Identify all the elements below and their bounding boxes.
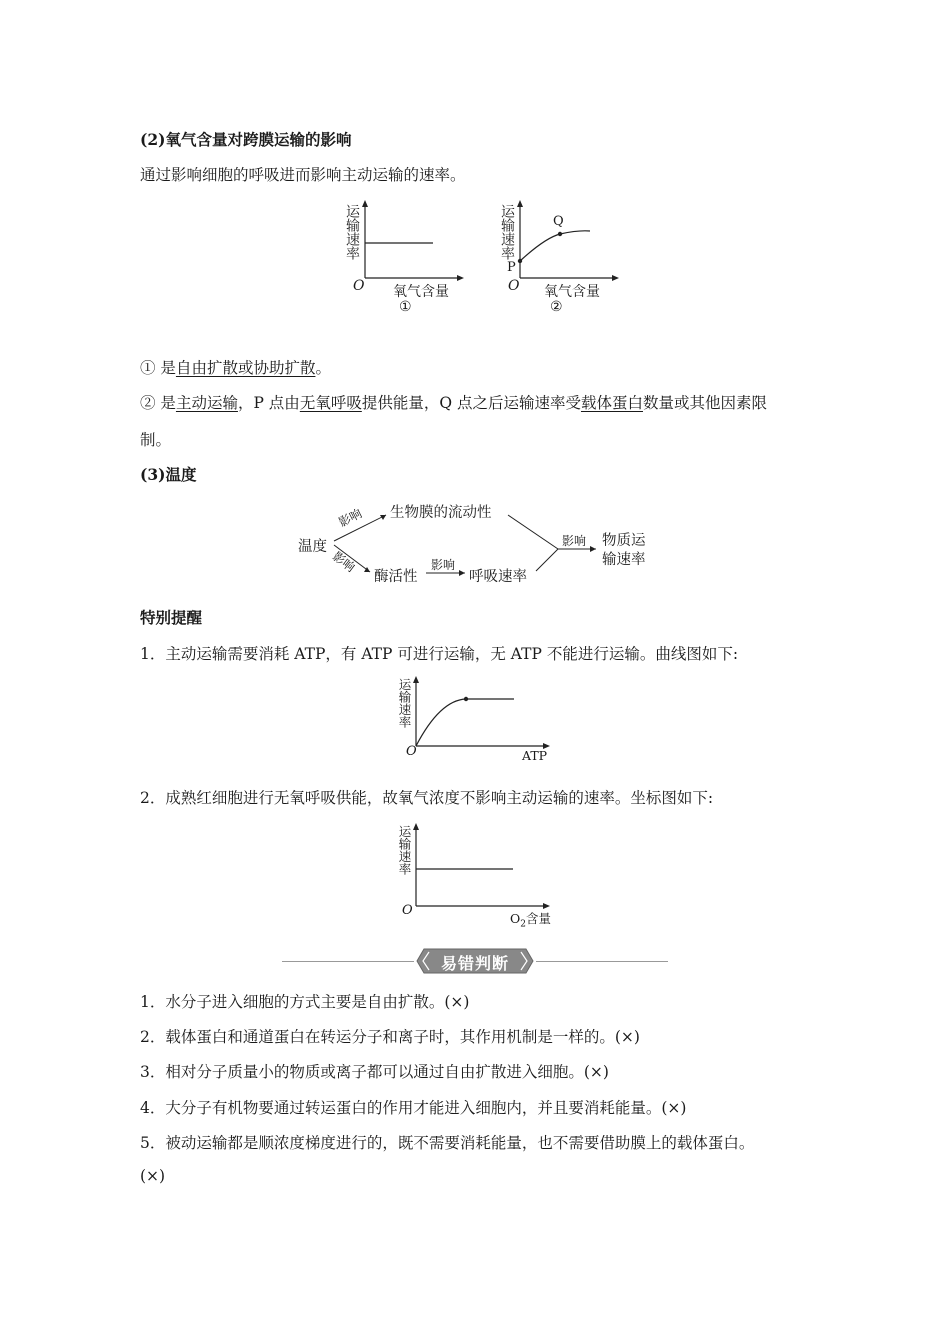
temperature-diagram	[290, 495, 670, 590]
banner-rule-right	[536, 961, 668, 962]
graph4-origin: O	[402, 903, 413, 918]
error-item-3: 3．相对分子质量小的物质或离子都可以通过自由扩散进入细胞。(×)	[140, 1063, 609, 1081]
section-heading-oxygen: (2)氧气含量对跨膜运输的影响	[140, 130, 352, 149]
graph2-x-label: 氧气含量	[544, 284, 600, 300]
text: O	[510, 911, 521, 926]
node-respiration-rate: 呼吸速率	[469, 569, 527, 585]
node-transport-rate	[602, 532, 646, 570]
affect-label-4: 影响	[562, 534, 587, 548]
graph2-y-label: 运输速率	[499, 204, 515, 260]
affect-label-1: 影响	[336, 506, 365, 530]
text: 提供能量，Q 点之后运输速率受	[361, 394, 581, 412]
answer-blank: 无氧呼吸	[299, 394, 362, 412]
graph1-x-label: 氧气含量	[393, 284, 449, 300]
graph1-y-label: 运输速率	[344, 204, 360, 260]
answer-blank: 主动运输	[175, 394, 238, 412]
graph2-q-label: Q	[553, 214, 564, 229]
graph4-x-label	[510, 909, 551, 930]
graph1-origin: O	[353, 278, 365, 294]
text: 。	[315, 359, 331, 377]
intro-text: 通过影响细胞的呼吸进而影响主动运输的速率。	[140, 166, 466, 184]
text: 数量或其他因素限	[642, 394, 767, 412]
text: 2	[520, 919, 526, 930]
affect-label-3: 影响	[431, 558, 456, 572]
tips-heading: 特别提醒	[140, 608, 203, 627]
error-item-5: 5．被动运输都是顺浓度梯度进行的，既不需要消耗能量，也不需要借助膜上的载体蛋白。	[140, 1134, 755, 1152]
text: ，P 点由	[237, 394, 300, 412]
section-heading-temperature: (3)温度	[140, 465, 197, 484]
point-q	[558, 232, 562, 236]
error-item-5-cont: (×)	[140, 1167, 166, 1185]
affect-label-2: 影响	[329, 549, 358, 575]
error-item-1: 1．水分子进入细胞的方式主要是自由扩散。(×)	[140, 993, 470, 1011]
graph2-number: ②	[550, 299, 563, 315]
node-membrane-fluidity: 生物膜的流动性	[390, 505, 492, 521]
graph-o2	[394, 823, 574, 929]
graph-oxygen-1	[335, 198, 475, 320]
text: 输速率	[602, 552, 646, 568]
graph2-p-label: P	[507, 260, 516, 275]
answer-line-2	[140, 391, 767, 413]
graph3-origin: O	[406, 744, 417, 759]
graph-atp	[394, 676, 574, 766]
text: ① 是	[140, 359, 176, 377]
error-item-4: 4．大分子有机物要通过转运蛋白的作用才能进入细胞内，并且要消耗能量。(×)	[140, 1099, 687, 1117]
error-item-2: 2．载体蛋白和通道蛋白在转运分子和离子时，其作用机制是一样的。(×)	[140, 1028, 640, 1046]
banner-error-judgment	[416, 948, 534, 974]
node-enzyme-activity: 酶活性	[374, 569, 418, 585]
answer-line-1	[140, 356, 331, 378]
answer-blank: 载体蛋白	[580, 394, 643, 412]
text: 物质运	[602, 533, 646, 549]
tip-1: 1．主动运输需要消耗 ATP，有 ATP 可进行运输，无 ATP 不能进行运输。曲线图如下:	[140, 645, 739, 663]
graph3-x-label: ATP	[522, 748, 548, 763]
graph3-y-label: 运输速率	[397, 678, 412, 728]
graph-oxygen-2	[490, 198, 630, 320]
saturation-point	[464, 697, 468, 701]
point-p	[518, 259, 522, 263]
text: ② 是	[140, 394, 176, 412]
answer-line-2-cont: 制。	[140, 431, 172, 449]
tip-2: 2．成熟红细胞进行无氧呼吸供能，故氧气浓度不影响主动运输的速率。坐标图如下:	[140, 789, 714, 807]
banner-title: 易错判断	[440, 954, 509, 973]
graph2-origin: O	[508, 278, 520, 294]
text: 含量	[525, 911, 551, 926]
node-temperature: 温度	[298, 539, 327, 555]
graph1-number: ①	[399, 299, 412, 315]
answer-blank: 自由扩散或协助扩散	[175, 359, 316, 377]
banner-rule-left	[282, 961, 414, 962]
graph4-y-label: 运输速率	[397, 825, 412, 875]
